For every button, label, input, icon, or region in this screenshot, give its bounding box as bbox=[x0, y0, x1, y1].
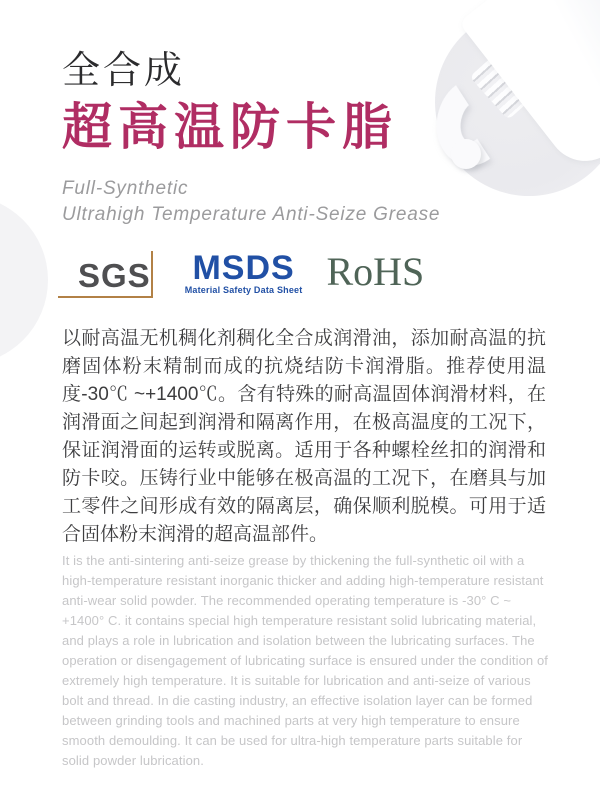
msds-logo-text: MSDS bbox=[192, 249, 295, 287]
msds-logo-caption: Material Safety Data Sheet bbox=[184, 285, 303, 296]
subtitle-line1: Full-Synthetic bbox=[62, 178, 189, 199]
grease-squeeze-tip-icon bbox=[451, 139, 481, 169]
rohs-logo: RoHS bbox=[326, 249, 425, 295]
description-english: It is the anti-sintering anti-seize grease by thickening the full-synthetic oil with a high-temperature resistant inorganic thicker and adding high-temperature resistant anti-wear solid powder. The recommended operating temperature is -30° C ~ +1400° C. it contains special high temperature resistant solid lubricating material, and plays a role in lubrication and isolation between the lubricating surfaces. The operation or disengagement of lubricating surface is ensured under the condition of extremely high temperature. It is suitable for lubrication and anti-seize of various bolt and thread. In die casting industry, an effective isolation layer can be formed between grinding tools and machined parts at very high temperature to ensure smooth demoulding. It can be used for ultra-high temperature parts suitable for solid powder lubrication. bbox=[62, 553, 548, 768]
page-title-line1: 全合成 bbox=[62, 50, 186, 92]
subtitle-line2: Ultrahigh Temperature Anti-Seize Grease bbox=[62, 204, 441, 225]
header bbox=[62, 52, 440, 228]
decorative-circle-left bbox=[0, 195, 48, 365]
certification-logos bbox=[58, 249, 425, 298]
subtitle bbox=[62, 176, 440, 228]
description-chinese: 以耐高温无机稠化剂稠化全合成润滑油，添加耐高温的抗磨固体粉末精制而成的抗烧结防卡润滑脂。推荐使用温度-30℃ ~+1400℃。含有特殊的耐高温固体润滑材料，在润滑面之间起到润滑和隔离作用，在极高温度的工况下，保证润滑面的运转或脱离。适用于各种螺栓丝扣的润滑和防卡咬。压铸行业中能够在极高温的工况下，在磨具与加工零件之间形成有效的隔离层，确保顺利脱模。可用于适合固体粉末润滑的超高温部件。 bbox=[62, 328, 546, 545]
msds-logo bbox=[184, 249, 303, 298]
page-title-line2: 超高温防卡脂 bbox=[62, 99, 398, 155]
sgs-logo bbox=[58, 256, 161, 298]
sgs-logo-text: SGS bbox=[78, 257, 151, 295]
